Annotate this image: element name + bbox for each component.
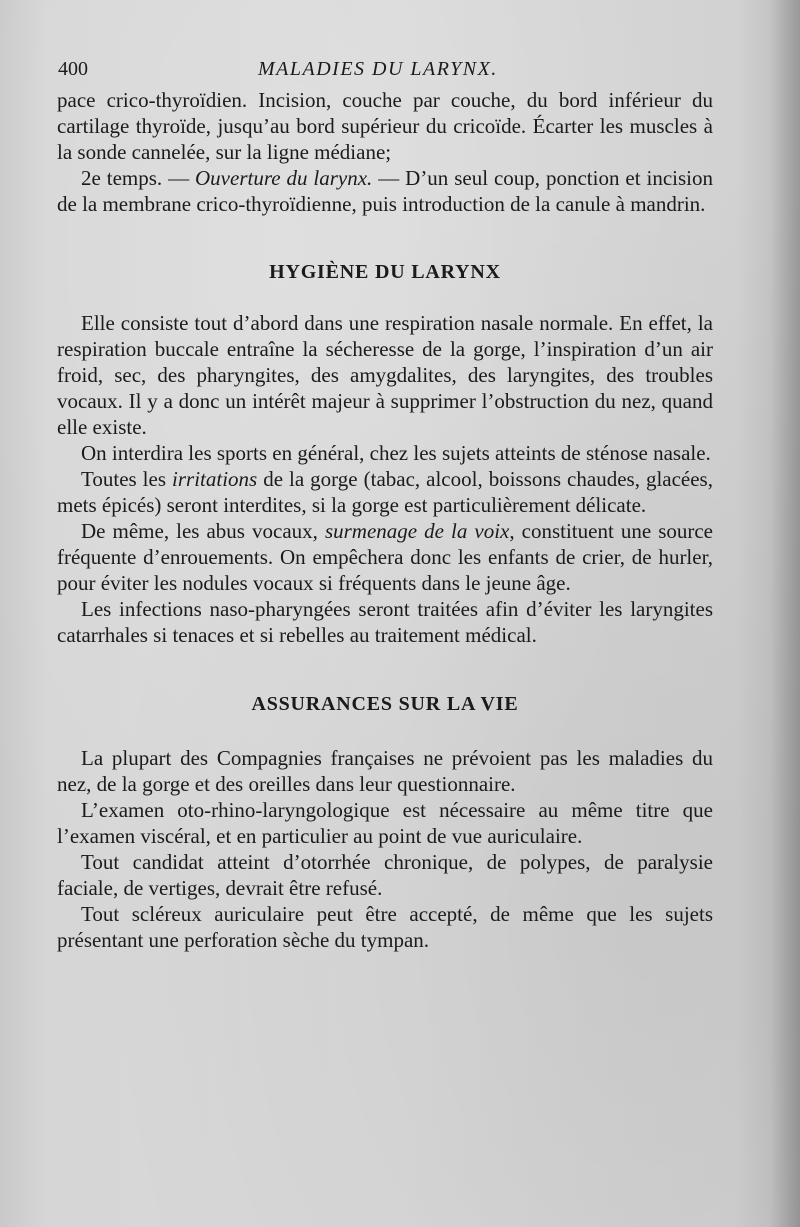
intro-paragraph-2 [57, 165, 713, 217]
intro-paragraph-1: pace crico-thyroïdien. Incision, couche par couche, du bord inférieur du cartilage thyroïde, jusqu’au bord supérieur du cricoïde. Écarter les muscles à la sonde cannelée, sur la ligne médiane; [57, 88, 713, 164]
running-title: MALADIES DU LARYNX. [258, 58, 498, 80]
hygiene-paragraph-3 [57, 466, 713, 518]
assurances-paragraph-3: Tout candidat atteint d’otorrhée chronique, de polypes, de paralysie faciale, de vertiges, devrait être refusé. [57, 850, 713, 900]
hygiene-p4-italic: surmenage de la voix [324, 519, 510, 543]
hygiene-p3-italic: irritations [172, 467, 258, 491]
page-number: 400 [58, 58, 88, 80]
hygiene-p3-a: Toutes les [81, 467, 173, 491]
intro-p2-rest: — D’un seul coup, ponction et incision de la membrane crico-thyroïdienne, puis introduction de la canule à mandrin. [57, 166, 713, 216]
body-text [57, 87, 713, 953]
hygiene-paragraph-2: On interdira les sports en général, chez les sujets atteints de sténose nasale. [81, 441, 711, 465]
hygiene-paragraph-5: Les infections naso-pharyngées seront traitées afin d’éviter les laryngites catarrhales si tenaces et si rebelles au traitement médical. [57, 597, 713, 647]
section-heading-assurances: ASSURANCES SUR LA VIE [251, 693, 519, 715]
intro-p2-lead: 2e temps. — [81, 166, 196, 190]
hygiene-paragraph-1: Elle consiste tout d’abord dans une respiration nasale normale. En effet, la respiration buccale entraîne la sécheresse de la gorge, l’inspiration d’un air froid, sec, des pharyngites, des amygdalites, des laryngites, des troubles vocaux. Il y a donc un intérêt majeur à supprimer l’obstruction du nez, quand elle existe. [57, 311, 713, 439]
hygiene-p3-b: de la gorge (tabac, alcool, boissons chaudes, glacées, mets épicés) seront interdites, si la gorge est particulièrement délicate. [57, 467, 713, 517]
intro-p2-italic: Ouverture du larynx. [195, 166, 373, 190]
assurances-paragraph-1: La plupart des Compagnies françaises ne prévoient pas les maladies du nez, de la gorge et des oreilles dans leur questionnaire. [57, 746, 713, 796]
section-heading-hygiene: HYGIÈNE DU LARYNX [269, 261, 501, 283]
hygiene-p4-a: De même, les abus vocaux, [81, 519, 325, 543]
assurances-paragraph-4: Tout scléreux auriculaire peut être accepté, de même que les sujets présentant une perforation sèche du tympan. [57, 902, 713, 952]
assurances-paragraph-2: L’examen oto-rhino-laryngologique est nécessaire au même titre que l’examen viscéral, et en particulier au point de vue auriculaire. [57, 798, 713, 848]
page-edge-shadow [770, 0, 800, 1227]
hygiene-p4-b: , constituent une source fréquente d’enrouements. On empêchera donc les enfants de crier, de hurler, pour éviter les nodules vocaux si fréquents dans le jeune âge. [57, 519, 713, 595]
hygiene-paragraph-4 [57, 518, 713, 596]
running-head [58, 58, 713, 86]
